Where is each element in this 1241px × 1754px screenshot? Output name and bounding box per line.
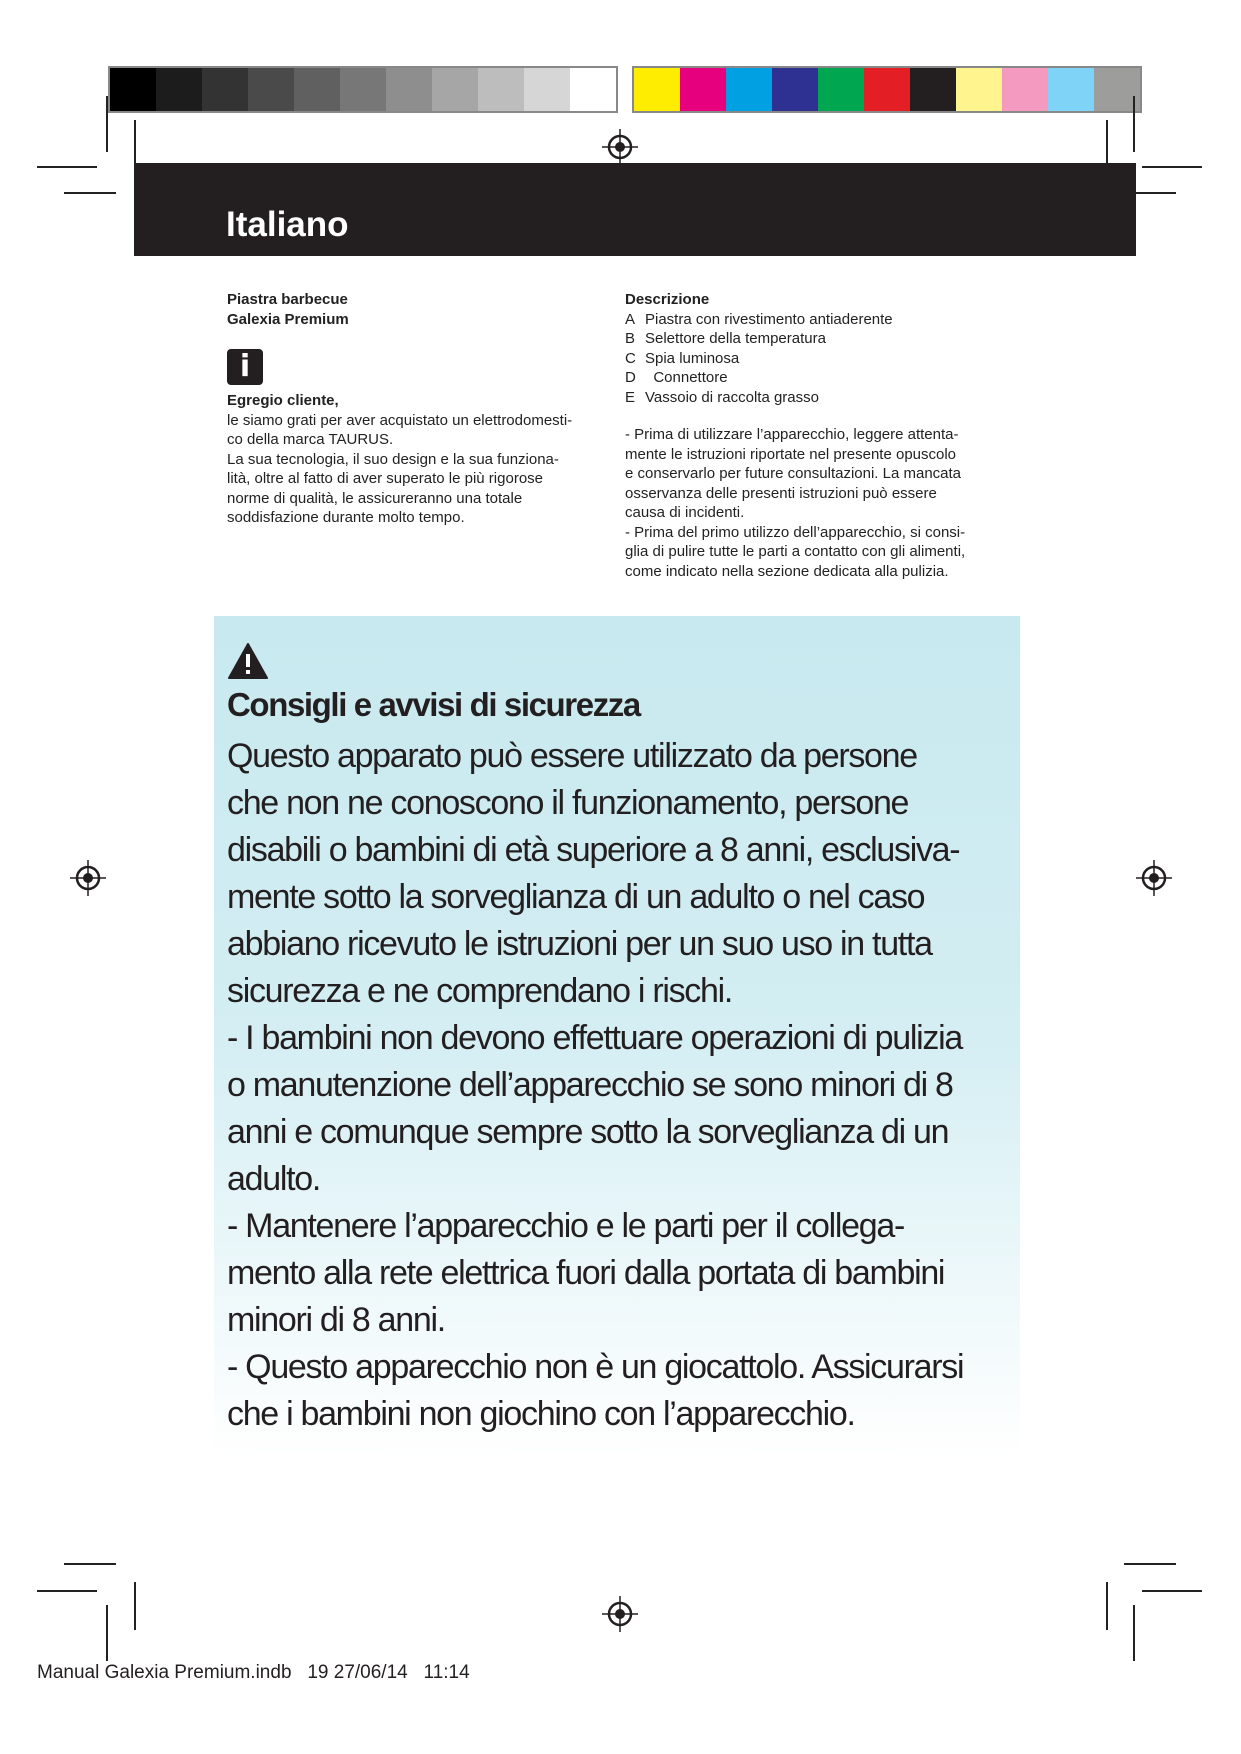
color-swatch	[634, 68, 680, 111]
color-swatch	[478, 68, 524, 111]
color-swatch	[1048, 68, 1094, 111]
color-swatch	[1002, 68, 1048, 111]
safety-line: disabili o bambini di età superiore a 8 anni, esclusiva-	[227, 831, 960, 869]
crop-mark	[1142, 166, 1202, 168]
safety-line: o manutenzione dell’apparecchio se sono minori di 8	[227, 1066, 953, 1104]
intro-paragraph	[227, 411, 617, 528]
color-swatch	[680, 68, 726, 111]
registration-mark-icon	[602, 1596, 638, 1632]
color-swatch	[202, 68, 248, 111]
intro-line: le siamo grati per aver acquistato un elettrodomesti-	[227, 411, 573, 429]
crop-mark	[134, 120, 136, 168]
part-letter: C	[625, 349, 636, 367]
safety-text	[227, 733, 1027, 1438]
color-swatch	[570, 68, 616, 111]
part-letter: B	[625, 330, 636, 347]
color-swatch	[864, 68, 910, 111]
color-swatch	[110, 68, 156, 111]
crop-mark	[106, 1605, 108, 1661]
crop-mark	[64, 1563, 116, 1565]
crop-mark	[1133, 96, 1135, 152]
note-line: mente le istruzioni riportate nel presente opuscolo	[625, 445, 957, 463]
file-slug: Manual Galexia Premium.indb 19 27/06/14 11:14	[37, 1662, 470, 1683]
list-item	[625, 329, 1015, 349]
crop-mark	[1106, 1582, 1108, 1630]
color-swatch	[726, 68, 772, 111]
note-line: come indicato nella sezione dedicata alla pulizia.	[625, 562, 949, 580]
intro-line: lità, oltre al fatto di aver superato le più rigorose	[227, 470, 544, 487]
safety-line: Questo apparato può essere utilizzato da persone	[227, 737, 917, 775]
color-swatch	[956, 68, 1002, 111]
part-letter: E	[625, 388, 636, 406]
note-line: causa di incidenti.	[625, 504, 745, 521]
part-letter: D	[625, 369, 636, 386]
color-swatch	[156, 68, 202, 111]
safety-line: mente sotto la sorveglianza di un adulto o nel caso	[227, 878, 925, 916]
warning-icon	[227, 642, 269, 680]
language-header-band	[134, 163, 1136, 256]
color-swatch	[910, 68, 956, 111]
crop-mark	[1142, 1590, 1202, 1592]
intro-line: soddisfazione durante molto tempo.	[227, 509, 465, 526]
crop-mark	[37, 166, 97, 168]
color-calibration-strip	[632, 66, 1142, 113]
safety-title: Consigli e avvisi di sicurezza	[227, 686, 640, 723]
part-letter: A	[625, 310, 636, 328]
intro-line: co della marca TAURUS.	[227, 431, 394, 448]
part-name: Selettore della temperatura	[645, 330, 826, 347]
description-column	[625, 290, 1015, 581]
safety-line: anni e comunque sempre sotto la sorveglianza di un	[227, 1113, 949, 1151]
product-name-line: Piastra barbecue	[227, 291, 348, 308]
intro-line: norme di qualità, le assicureranno una totale	[227, 489, 523, 507]
crop-mark	[1133, 1605, 1135, 1661]
crop-mark	[37, 1590, 97, 1592]
crop-mark	[134, 1582, 136, 1630]
color-swatch	[386, 68, 432, 111]
part-name: Piastra con rivestimento antiaderente	[645, 310, 893, 328]
color-swatch	[340, 68, 386, 111]
color-swatch	[524, 68, 570, 111]
safety-line: - Questo apparecchio non è un giocattolo. Assicurarsi	[227, 1348, 964, 1386]
safety-line: che i bambini non giochino con l’apparecchio.	[227, 1395, 855, 1433]
note-line: - Prima del primo utilizzo dell’apparecchio, si consi-	[625, 523, 966, 541]
registration-mark-icon	[602, 129, 638, 165]
note-line: osservanza delle presenti istruzioni può essere	[625, 484, 937, 502]
color-swatch	[248, 68, 294, 111]
note-line: - Prima di utilizzare l’apparecchio, leggere attenta-	[625, 426, 959, 443]
safety-line: minori di 8 anni.	[227, 1301, 445, 1339]
crop-mark	[1124, 1563, 1176, 1565]
color-swatch	[294, 68, 340, 111]
note-line: e conservarlo per future consultazioni. La mancata	[625, 465, 962, 482]
crop-mark	[64, 192, 116, 194]
greeting: Egregio cliente,	[227, 392, 339, 409]
crop-mark	[1106, 120, 1108, 168]
color-swatch	[818, 68, 864, 111]
safety-line: - Mantenere l’apparecchio e le parti per il collega-	[227, 1207, 905, 1245]
list-item	[625, 349, 1015, 369]
color-swatch	[432, 68, 478, 111]
safety-line: mento alla rete elettrica fuori dalla portata di bambini	[227, 1254, 945, 1292]
part-name: Vassoio di raccolta grasso	[645, 388, 819, 406]
registration-mark-icon	[1136, 860, 1172, 896]
list-item	[625, 368, 1015, 388]
info-icon: i	[227, 349, 263, 385]
intro-line: La sua tecnologia, il suo design e la sua funziona-	[227, 450, 559, 468]
list-item	[625, 388, 1015, 408]
note-line: glia di pulire tutte le parti a contatto con gli alimenti,	[625, 543, 966, 560]
part-name: Connettore	[645, 369, 728, 386]
registration-mark-icon	[70, 860, 106, 896]
safety-line: - I bambini non devono effettuare operazioni di pulizia	[227, 1019, 962, 1057]
intro-column	[227, 290, 617, 528]
list-item	[625, 310, 1015, 330]
part-name: Spia luminosa	[645, 349, 740, 367]
safety-line: abbiano ricevuto le istruzioni per un suo uso in tutta	[227, 925, 932, 963]
parts-list	[625, 310, 1015, 408]
gray-calibration-strip	[108, 66, 618, 113]
safety-line: sicurezza e ne comprendano i rischi.	[227, 972, 733, 1010]
color-swatch	[772, 68, 818, 111]
product-name-line: Galexia Premium	[227, 310, 349, 328]
crop-mark	[106, 96, 108, 152]
language-title: Italiano	[226, 205, 349, 244]
safety-line: che non ne conoscono il funzionamento, persone	[227, 784, 909, 822]
usage-notes	[625, 425, 1015, 581]
description-title: Descrizione	[625, 291, 710, 308]
safety-line: adulto.	[227, 1160, 320, 1198]
